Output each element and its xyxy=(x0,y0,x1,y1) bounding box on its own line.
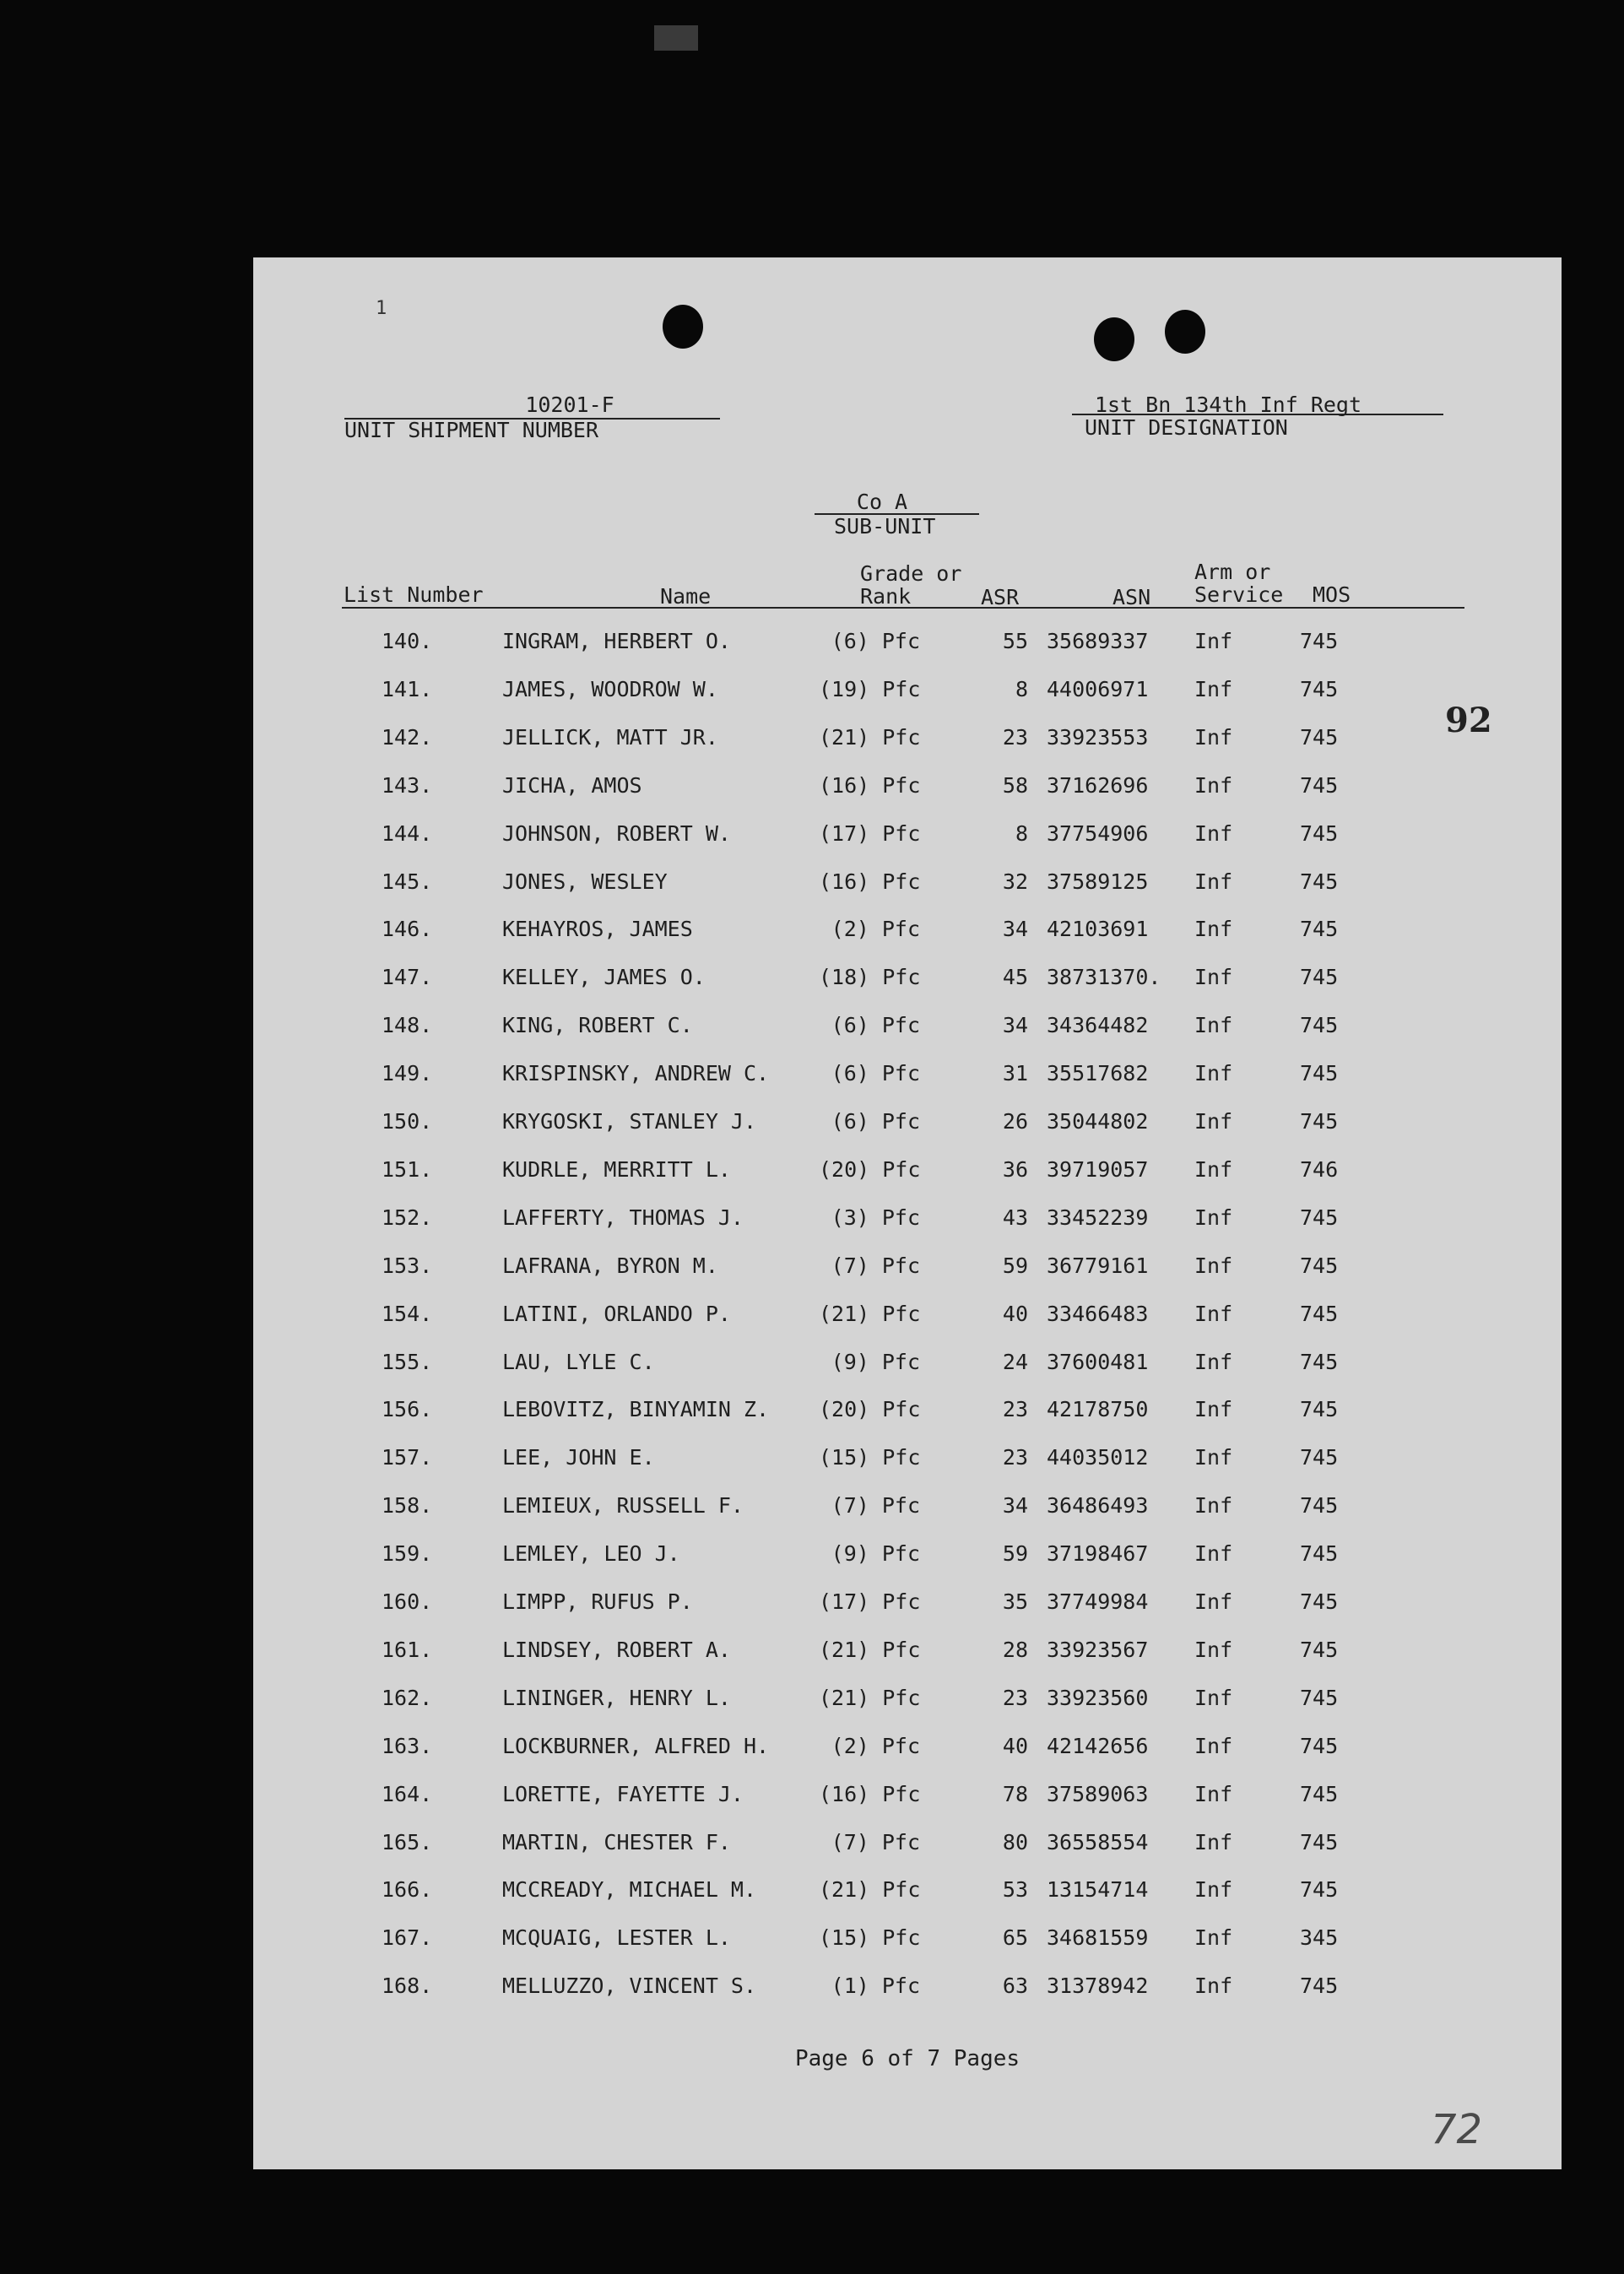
asn-cell: 44035012 xyxy=(1047,1445,1149,1470)
asr-cell: 78 xyxy=(1002,1781,1028,1806)
asr-cell: 8 xyxy=(1015,676,1028,701)
list-number-cell: 164. xyxy=(382,1781,433,1806)
name-cell: LEMLEY, LEO J. xyxy=(502,1541,680,1567)
shipment-label: UNIT SHIPMENT NUMBER xyxy=(344,418,599,442)
asn-cell: 37589125 xyxy=(1047,869,1149,894)
table-row xyxy=(253,1493,1562,1527)
list-number-cell: 150. xyxy=(382,1109,433,1134)
table-row xyxy=(253,1541,1562,1575)
asn-cell: 38731370. xyxy=(1047,965,1161,990)
arm-cell: Inf xyxy=(1194,1829,1233,1854)
table-row xyxy=(253,1734,1562,1768)
table-row xyxy=(253,1925,1562,1959)
asn-cell: 33452239 xyxy=(1047,1205,1149,1230)
designation-label: UNIT DESIGNATION xyxy=(1085,415,1288,440)
list-number-cell: 168. xyxy=(382,1974,433,1999)
table-row xyxy=(253,1830,1562,1864)
grade-cell: (18) Pfc xyxy=(819,965,921,990)
asr-cell: 43 xyxy=(1002,1205,1028,1230)
arm-cell: Inf xyxy=(1194,1637,1233,1662)
mos-cell: 345 xyxy=(1300,1925,1339,1951)
mos-cell: 745 xyxy=(1300,1637,1339,1662)
col-mos: MOS xyxy=(1313,582,1351,607)
name-cell: LAFFERTY, THOMAS J. xyxy=(502,1205,744,1230)
subunit-label: SUB-UNIT xyxy=(834,514,936,539)
table-row xyxy=(253,1205,1562,1239)
asr-cell: 26 xyxy=(1002,1109,1028,1134)
punch-hole xyxy=(663,305,703,349)
list-number-cell: 166. xyxy=(382,1877,433,1903)
asr-cell: 40 xyxy=(1002,1301,1028,1326)
asr-cell: 32 xyxy=(1002,869,1028,894)
list-number-cell: 152. xyxy=(382,1205,433,1230)
grade-cell: (7) Pfc xyxy=(831,1829,920,1854)
document-page xyxy=(253,257,1562,2169)
list-number-cell: 153. xyxy=(382,1253,433,1278)
list-number-cell: 151. xyxy=(382,1156,433,1182)
page-footer: Page 6 of 7 Pages xyxy=(794,2046,1020,2071)
arm-cell: Inf xyxy=(1194,1397,1233,1422)
arm-cell: Inf xyxy=(1194,629,1233,653)
name-cell: LIMPP, RUFUS P. xyxy=(502,1589,693,1614)
table-row xyxy=(253,1589,1562,1623)
grade-cell: (20) Pfc xyxy=(819,1397,921,1422)
arm-cell: Inf xyxy=(1194,965,1233,990)
table-row xyxy=(253,869,1562,903)
name-cell: MELLUZZO, VINCENT S. xyxy=(502,1974,757,1999)
name-cell: MCCREADY, MICHAEL M. xyxy=(502,1877,757,1903)
mos-cell: 745 xyxy=(1300,820,1339,846)
mos-cell: 745 xyxy=(1300,1781,1339,1806)
mos-cell: 745 xyxy=(1300,1253,1339,1278)
table-row xyxy=(253,1157,1562,1191)
arm-cell: Inf xyxy=(1194,1109,1233,1134)
list-number-cell: 146. xyxy=(382,917,433,942)
col-asr: ASR xyxy=(981,585,1020,609)
table-row xyxy=(253,773,1562,807)
page-stamp-number: 92 xyxy=(1445,701,1492,740)
mos-cell: 745 xyxy=(1300,1397,1339,1422)
list-number-cell: 140. xyxy=(382,629,433,653)
grade-cell: (15) Pfc xyxy=(819,1445,921,1470)
arm-cell: Inf xyxy=(1194,1541,1233,1567)
asn-cell: 34681559 xyxy=(1047,1925,1149,1951)
col-asn: ASN xyxy=(1112,585,1151,609)
grade-cell: (9) Pfc xyxy=(831,1349,920,1374)
table-row xyxy=(253,1782,1562,1816)
col-arm-top: Arm or xyxy=(1194,560,1271,584)
table-row xyxy=(253,1350,1562,1383)
grade-cell: (2) Pfc xyxy=(831,1733,920,1758)
mos-cell: 745 xyxy=(1300,1541,1339,1567)
name-cell: KELLEY, JAMES O. xyxy=(502,965,706,990)
asr-cell: 24 xyxy=(1002,1349,1028,1374)
name-cell: JAMES, WOODROW W. xyxy=(502,676,718,701)
asr-cell: 45 xyxy=(1002,965,1028,990)
grade-cell: (6) Pfc xyxy=(831,629,920,653)
mos-cell: 745 xyxy=(1300,1301,1339,1326)
grade-cell: (21) Pfc xyxy=(819,1877,921,1903)
arm-cell: Inf xyxy=(1194,1685,1233,1710)
asr-cell: 23 xyxy=(1002,1685,1028,1710)
arm-cell: Inf xyxy=(1194,1061,1233,1086)
arm-cell: Inf xyxy=(1194,1156,1233,1182)
name-cell: KING, ROBERT C. xyxy=(502,1013,693,1038)
asn-cell: 37162696 xyxy=(1047,772,1149,798)
asr-cell: 80 xyxy=(1002,1829,1028,1854)
asn-cell: 35689337 xyxy=(1047,629,1149,653)
arm-cell: Inf xyxy=(1194,1974,1233,1999)
list-number-cell: 161. xyxy=(382,1637,433,1662)
table-row xyxy=(253,1638,1562,1671)
list-number-cell: 160. xyxy=(382,1589,433,1614)
name-cell: LOCKBURNER, ALFRED H. xyxy=(502,1733,770,1758)
asn-cell: 33923553 xyxy=(1047,724,1149,750)
asr-cell: 58 xyxy=(1002,772,1028,798)
mos-cell: 745 xyxy=(1300,1685,1339,1710)
table-row xyxy=(253,821,1562,855)
asn-cell: 33466483 xyxy=(1047,1301,1149,1326)
name-cell: LININGER, HENRY L. xyxy=(502,1685,731,1710)
grade-cell: (3) Pfc xyxy=(831,1205,920,1230)
list-number-cell: 143. xyxy=(382,772,433,798)
grade-cell: (21) Pfc xyxy=(819,1637,921,1662)
mos-cell: 745 xyxy=(1300,629,1339,653)
asr-cell: 8 xyxy=(1015,820,1028,846)
asn-cell: 37589063 xyxy=(1047,1781,1149,1806)
grade-cell: (21) Pfc xyxy=(819,1301,921,1326)
corner-mark: 1 xyxy=(376,298,387,319)
list-number-cell: 165. xyxy=(382,1829,433,1854)
grade-cell: (6) Pfc xyxy=(831,1061,920,1086)
name-cell: LORETTE, FAYETTE J. xyxy=(502,1781,744,1806)
mos-cell: 745 xyxy=(1300,1109,1339,1134)
arm-cell: Inf xyxy=(1194,869,1233,894)
name-cell: LATINI, ORLANDO P. xyxy=(502,1301,731,1326)
list-number-cell: 155. xyxy=(382,1349,433,1374)
asr-cell: 23 xyxy=(1002,724,1028,750)
asr-cell: 34 xyxy=(1002,917,1028,942)
arm-cell: Inf xyxy=(1194,1589,1233,1614)
asn-cell: 39719057 xyxy=(1047,1156,1149,1182)
arm-cell: Inf xyxy=(1194,1877,1233,1903)
table-row xyxy=(253,1109,1562,1143)
name-cell: LEE, JOHN E. xyxy=(502,1445,655,1470)
asr-cell: 35 xyxy=(1002,1589,1028,1614)
asn-cell: 13154714 xyxy=(1047,1877,1149,1903)
mos-cell: 745 xyxy=(1300,917,1339,942)
arm-cell: Inf xyxy=(1194,917,1233,942)
list-number-cell: 159. xyxy=(382,1541,433,1567)
mos-cell: 745 xyxy=(1300,1013,1339,1038)
unit-designation: 1st Bn 134th Inf Regt xyxy=(1094,393,1362,417)
asn-cell: 42103691 xyxy=(1047,917,1149,942)
asr-cell: 28 xyxy=(1002,1637,1028,1662)
asn-cell: 35044802 xyxy=(1047,1109,1149,1134)
list-number-cell: 157. xyxy=(382,1445,433,1470)
mos-cell: 745 xyxy=(1300,724,1339,750)
grade-cell: (2) Pfc xyxy=(831,917,920,942)
grade-cell: (17) Pfc xyxy=(819,1589,921,1614)
asr-cell: 55 xyxy=(1002,629,1028,653)
name-cell: LEMIEUX, RUSSELL F. xyxy=(502,1493,744,1519)
asr-cell: 40 xyxy=(1002,1733,1028,1758)
grade-cell: (19) Pfc xyxy=(819,676,921,701)
asr-cell: 59 xyxy=(1002,1253,1028,1278)
list-number-cell: 154. xyxy=(382,1301,433,1326)
asn-cell: 42142656 xyxy=(1047,1733,1149,1758)
arm-cell: Inf xyxy=(1194,1733,1233,1758)
arm-cell: Inf xyxy=(1194,1301,1233,1326)
name-cell: KEHAYROS, JAMES xyxy=(502,917,693,942)
mos-cell: 745 xyxy=(1300,676,1339,701)
punch-hole xyxy=(1094,317,1134,361)
mos-cell: 745 xyxy=(1300,1733,1339,1758)
asn-cell: 42178750 xyxy=(1047,1397,1149,1422)
arm-cell: Inf xyxy=(1194,772,1233,798)
asn-cell: 37749984 xyxy=(1047,1589,1149,1614)
subunit: Co A xyxy=(856,490,908,514)
grade-cell: (21) Pfc xyxy=(819,1685,921,1710)
mos-cell: 745 xyxy=(1300,1349,1339,1374)
asr-cell: 65 xyxy=(1002,1925,1028,1951)
mos-cell: 745 xyxy=(1300,1205,1339,1230)
asn-cell: 36558554 xyxy=(1047,1829,1149,1854)
asn-cell: 33923567 xyxy=(1047,1637,1149,1662)
name-cell: INGRAM, HERBERT O. xyxy=(502,629,731,653)
list-number-cell: 148. xyxy=(382,1013,433,1038)
asn-cell: 44006971 xyxy=(1047,676,1149,701)
arm-cell: Inf xyxy=(1194,1253,1233,1278)
grade-cell: (20) Pfc xyxy=(819,1156,921,1182)
name-cell: MCQUAIG, LESTER L. xyxy=(502,1925,731,1951)
asn-cell: 31378942 xyxy=(1047,1974,1149,1999)
mos-cell: 745 xyxy=(1300,1061,1339,1086)
handwritten-page-number: 72 xyxy=(1431,2106,1483,2153)
table-row xyxy=(253,1253,1562,1287)
name-cell: LEBOVITZ, BINYAMIN Z. xyxy=(502,1397,770,1422)
grade-cell: (6) Pfc xyxy=(831,1109,920,1134)
mos-cell: 745 xyxy=(1300,1589,1339,1614)
table-row xyxy=(253,1877,1562,1911)
col-grade-top: Grade or xyxy=(860,561,962,586)
name-cell: MARTIN, CHESTER F. xyxy=(502,1829,731,1854)
asn-cell: 37198467 xyxy=(1047,1541,1149,1567)
list-number-cell: 162. xyxy=(382,1685,433,1710)
list-number-cell: 149. xyxy=(382,1061,433,1086)
name-cell: LAU, LYLE C. xyxy=(502,1349,655,1374)
arm-cell: Inf xyxy=(1194,1781,1233,1806)
header-rule xyxy=(342,607,1464,609)
mos-cell: 745 xyxy=(1300,869,1339,894)
col-name: Name xyxy=(660,584,712,609)
col-list-number: List Number xyxy=(344,582,484,607)
grade-cell: (16) Pfc xyxy=(819,772,921,798)
asn-cell: 37754906 xyxy=(1047,820,1149,846)
name-cell: JONES, WESLEY xyxy=(502,869,668,894)
mos-cell: 745 xyxy=(1300,1493,1339,1519)
mos-cell: 745 xyxy=(1300,965,1339,990)
list-number-cell: 142. xyxy=(382,724,433,750)
arm-cell: Inf xyxy=(1194,1445,1233,1470)
asr-cell: 63 xyxy=(1002,1974,1028,1999)
grade-cell: (7) Pfc xyxy=(831,1493,920,1519)
arm-cell: Inf xyxy=(1194,1013,1233,1038)
list-number-cell: 144. xyxy=(382,820,433,846)
asn-cell: 35517682 xyxy=(1047,1061,1149,1086)
table-row xyxy=(253,1397,1562,1431)
grade-cell: (6) Pfc xyxy=(831,1013,920,1038)
grade-cell: (16) Pfc xyxy=(819,1781,921,1806)
list-number-cell: 141. xyxy=(382,676,433,701)
mos-cell: 745 xyxy=(1300,1829,1339,1854)
grade-cell: (1) Pfc xyxy=(831,1974,920,1999)
name-cell: JELLICK, MATT JR. xyxy=(502,724,718,750)
list-number-cell: 163. xyxy=(382,1733,433,1758)
asn-cell: 36486493 xyxy=(1047,1493,1149,1519)
shipment-number: 10201-F xyxy=(525,393,614,417)
arm-cell: Inf xyxy=(1194,1205,1233,1230)
asr-cell: 53 xyxy=(1002,1877,1028,1903)
mos-cell: 745 xyxy=(1300,1445,1339,1470)
asr-cell: 34 xyxy=(1002,1493,1028,1519)
punch-hole xyxy=(1165,310,1205,354)
grade-cell: (7) Pfc xyxy=(831,1253,920,1278)
list-number-cell: 147. xyxy=(382,965,433,990)
scan-tab-mark xyxy=(654,25,698,51)
table-row xyxy=(253,965,1562,999)
arm-cell: Inf xyxy=(1194,724,1233,750)
table-row xyxy=(253,1302,1562,1335)
name-cell: KUDRLE, MERRITT L. xyxy=(502,1156,731,1182)
arm-cell: Inf xyxy=(1194,1493,1233,1519)
asr-cell: 23 xyxy=(1002,1397,1028,1422)
asr-cell: 23 xyxy=(1002,1445,1028,1470)
asn-cell: 33923560 xyxy=(1047,1685,1149,1710)
name-cell: JICHA, AMOS xyxy=(502,772,642,798)
mos-cell: 745 xyxy=(1300,1877,1339,1903)
asn-cell: 36779161 xyxy=(1047,1253,1149,1278)
table-row xyxy=(253,1686,1562,1719)
arm-cell: Inf xyxy=(1194,820,1233,846)
name-cell: LINDSEY, ROBERT A. xyxy=(502,1637,731,1662)
asr-cell: 34 xyxy=(1002,1013,1028,1038)
col-grade-bottom: Rank xyxy=(860,584,912,609)
grade-cell: (21) Pfc xyxy=(819,724,921,750)
table-row xyxy=(253,917,1562,950)
table-row xyxy=(253,1013,1562,1047)
mos-cell: 745 xyxy=(1300,1974,1339,1999)
asr-cell: 36 xyxy=(1002,1156,1028,1182)
name-cell: JOHNSON, ROBERT W. xyxy=(502,820,731,846)
mos-cell: 746 xyxy=(1300,1156,1339,1182)
table-row xyxy=(253,629,1562,663)
arm-cell: Inf xyxy=(1194,1349,1233,1374)
list-number-cell: 156. xyxy=(382,1397,433,1422)
list-number-cell: 158. xyxy=(382,1493,433,1519)
asr-cell: 59 xyxy=(1002,1541,1028,1567)
grade-cell: (17) Pfc xyxy=(819,820,921,846)
asr-cell: 31 xyxy=(1002,1061,1028,1086)
col-arm-bottom: Service xyxy=(1194,582,1284,607)
name-cell: KRYGOSKI, STANLEY J. xyxy=(502,1109,757,1134)
table-row xyxy=(253,725,1562,759)
table-row xyxy=(253,1974,1562,2007)
name-cell: LAFRANA, BYRON M. xyxy=(502,1253,718,1278)
table-row xyxy=(253,1445,1562,1479)
table-row xyxy=(253,677,1562,711)
arm-cell: Inf xyxy=(1194,1925,1233,1951)
asn-cell: 37600481 xyxy=(1047,1349,1149,1374)
table-row xyxy=(253,1061,1562,1095)
grade-cell: (15) Pfc xyxy=(819,1925,921,1951)
name-cell: KRISPINSKY, ANDREW C. xyxy=(502,1061,770,1086)
grade-cell: (16) Pfc xyxy=(819,869,921,894)
grade-cell: (9) Pfc xyxy=(831,1541,920,1567)
mos-cell: 745 xyxy=(1300,772,1339,798)
list-number-cell: 145. xyxy=(382,869,433,894)
asn-cell: 34364482 xyxy=(1047,1013,1149,1038)
list-number-cell: 167. xyxy=(382,1925,433,1951)
arm-cell: Inf xyxy=(1194,676,1233,701)
